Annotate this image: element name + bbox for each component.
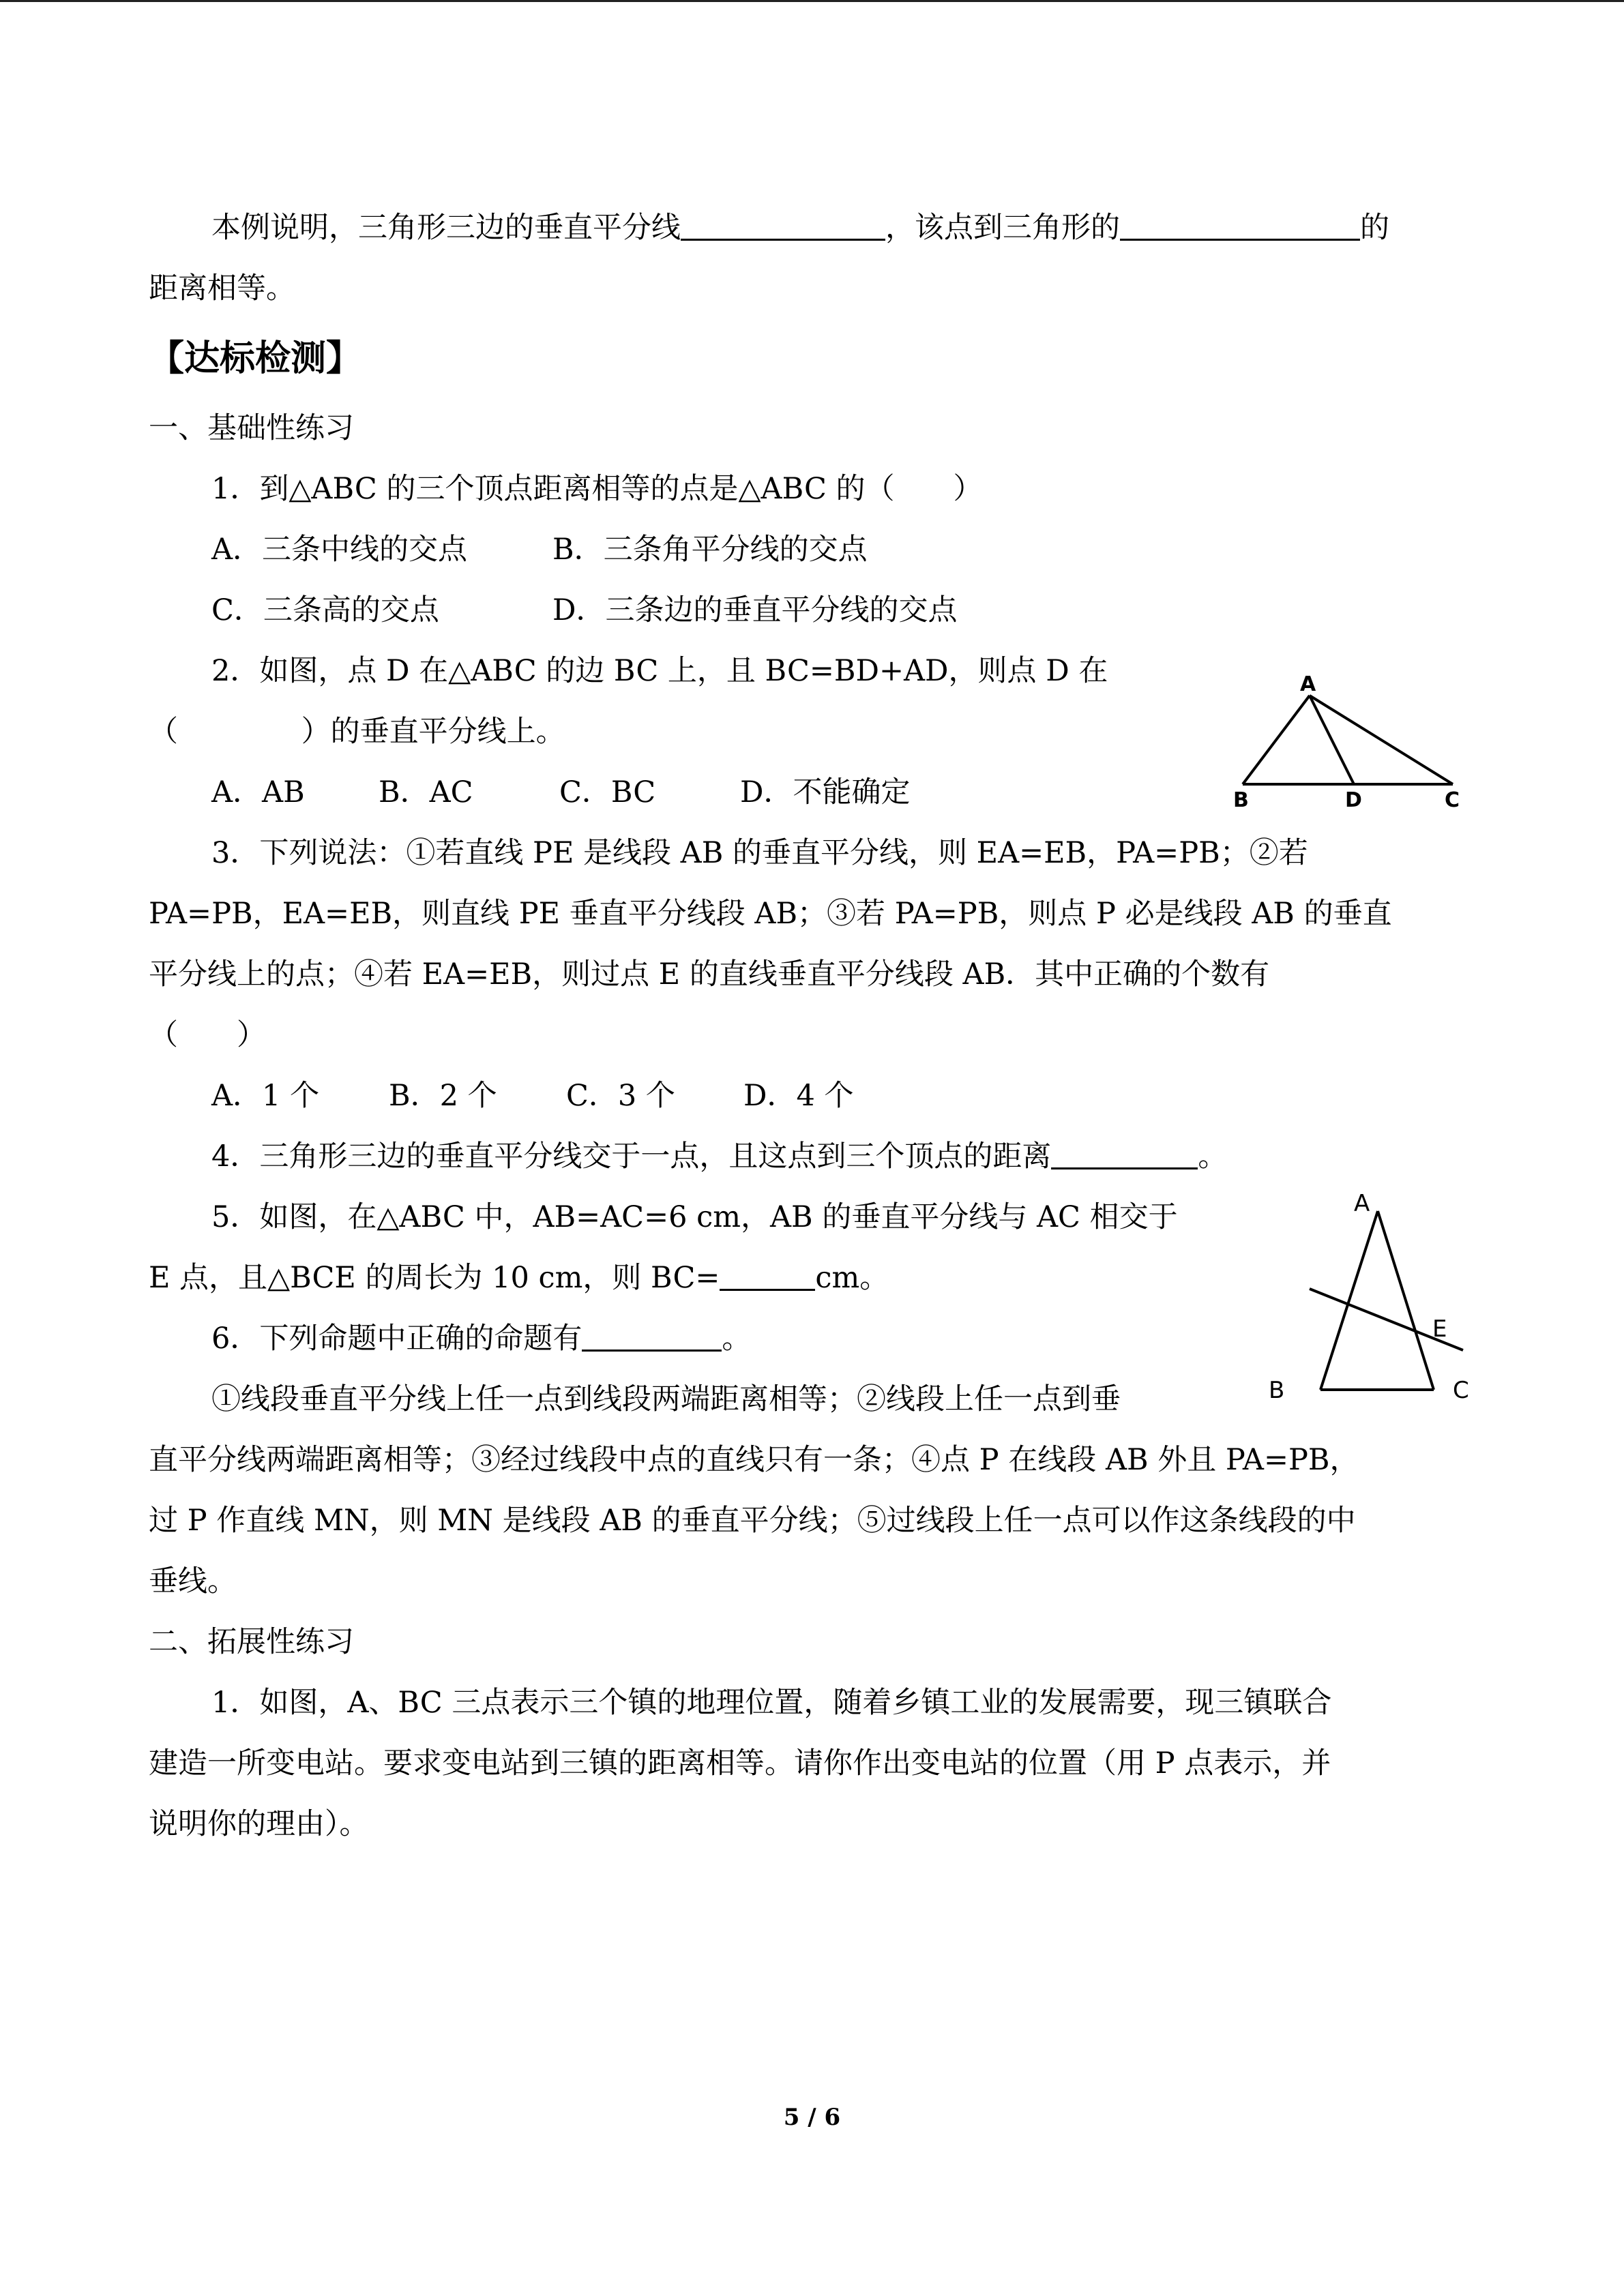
page-number: 5 / 6 [783, 2104, 841, 2131]
q1-option-a: A．三条中线的交点 [211, 533, 468, 567]
ext-q1-line-3: 说明你的理由）。 [149, 1807, 369, 1841]
q6-end: 。 [722, 1322, 752, 1356]
q6-blank[interactable] [582, 1320, 722, 1352]
q3-line-2: PA=PB，EA=EB，则直线 PE 垂直平分线段 AB；③若 PA=PB，则点 P 必是线段 AB 的垂直 [149, 897, 1392, 931]
q3-option-b: B．2 个 [389, 1079, 497, 1113]
q1-options-row-1 [149, 520, 1479, 580]
q1-option-d: D．三条边的垂直平分线的交点 [552, 593, 958, 627]
q2-open-paren: （ [149, 715, 178, 749]
q3-line-4: （ ） [149, 1018, 266, 1052]
q5-text-b: cm。 [815, 1261, 889, 1295]
q6-statement-line-4: 垂线。 [149, 1564, 237, 1598]
q3-line-1: 3．下列说法：①若直线 PE 是线段 AB 的垂直平分线，则 EA=EB，PA=PB；②若 [211, 836, 1308, 870]
q2-triangle-figure [1228, 672, 1473, 815]
q5-triangle-lines [1310, 1211, 1463, 1390]
intro-text-2: ，该点到三角形的 [885, 211, 1120, 245]
q2-label-b: B [1233, 788, 1249, 812]
q2-text-2: ）的垂直平分线上。 [301, 715, 565, 749]
q2-option-c: C．BC [559, 775, 656, 809]
q6-statement-line-3: 过 P 作直线 MN，则 MN 是线段 AB 的垂直平分线；⑤过线段上任一点可以作这条线段的中 [149, 1504, 1356, 1538]
q2-label-d: D [1345, 788, 1362, 812]
page-top-border [0, 0, 1624, 2]
document-page [149, 198, 1479, 1855]
q4-blank[interactable] [1051, 1138, 1198, 1169]
q2-triangle-lines [1243, 696, 1453, 784]
q4-end: 。 [1198, 1139, 1228, 1174]
q2-option-a: A．AB [211, 775, 305, 809]
q3-line-3: 平分线上的点；④若 EA=EB，则过点 E 的直线垂直平分线段 AB．其中正确的个数有 [149, 957, 1270, 992]
extended-practice-title: 二、拓展性练习 [149, 1625, 354, 1659]
intro-blank-2[interactable] [1120, 209, 1360, 241]
q2-option-b: B．AC [379, 775, 473, 809]
intro-line-1 [149, 198, 1479, 258]
q1-text: 1．到△ABC 的三个顶点距离相等的点是△ABC 的（ ） [211, 472, 983, 506]
section-title: 【达标检测】 [149, 338, 362, 379]
q6-text: 6．下列命题中正确的命题有 [211, 1322, 582, 1356]
ext-q1-line-2: 建造一所变电站。要求变电站到三镇的距离相等。请你作出变电站的位置（用 P 点表示，并 [149, 1746, 1331, 1780]
q5-text-a: E 点，且△BCE 的周长为 10 cm，则 BC= [149, 1261, 720, 1295]
q5-line-1: 5．如图，在△ABC 中，AB=AC=6 cm，AB 的垂直平分线与 AC 相交于 [211, 1200, 1178, 1234]
q5-blank[interactable] [720, 1259, 815, 1291]
q3-option-d: D．4 个 [743, 1079, 854, 1113]
q3-option-c: C．3 个 [566, 1079, 675, 1113]
q4-text: 4．三角形三边的垂直平分线交于一点，且这点到三个顶点的距离 [211, 1139, 1052, 1174]
q5-label-e: E [1432, 1315, 1447, 1343]
q2-option-d: D．不能确定 [740, 775, 911, 809]
q4-line [149, 1127, 1479, 1187]
q5-label-a: A [1354, 1190, 1370, 1217]
q2-label-a: A [1300, 672, 1316, 696]
q5-triangle-figure [1255, 1187, 1480, 1412]
q2-label-c: C [1445, 788, 1460, 812]
basic-practice-title: 一、基础性练习 [149, 411, 354, 445]
ext-q1-line-1: 1．如图，A、BC 三点表示三个镇的地理位置，随着乡镇工业的发展需要，现三镇联合 [211, 1686, 1332, 1720]
q3-options [149, 1066, 1479, 1127]
q1-option-c: C．三条高的交点 [211, 593, 439, 627]
q2-text: 2．如图，点 D 在△ABC 的边 BC 上，且 BC=BD+AD，则点 D 在 [211, 654, 1108, 688]
q1-option-b: B．三条角平分线的交点 [552, 533, 868, 567]
q5-label-b: B [1269, 1377, 1285, 1404]
intro-line-2: 距离相等。 [149, 271, 295, 305]
q6-statement-line-1: ①线段垂直平分线上任一点到线段两端距离相等；②线段上任一点到垂 [211, 1382, 1121, 1416]
q5-label-c: C [1453, 1377, 1469, 1404]
q3-option-a: A．1 个 [211, 1079, 320, 1113]
intro-text-1: 本例说明，三角形三边的垂直平分线 [211, 211, 681, 245]
intro-blank-1[interactable] [681, 209, 885, 241]
q1-options-row-2 [149, 580, 1479, 641]
intro-text-3: 的 [1360, 211, 1389, 245]
q6-statement-line-2: 直平分线两端距离相等；③经过线段中点的直线只有一条；④点 P 在线段 AB 外且 PA=PB， [149, 1443, 1359, 1477]
